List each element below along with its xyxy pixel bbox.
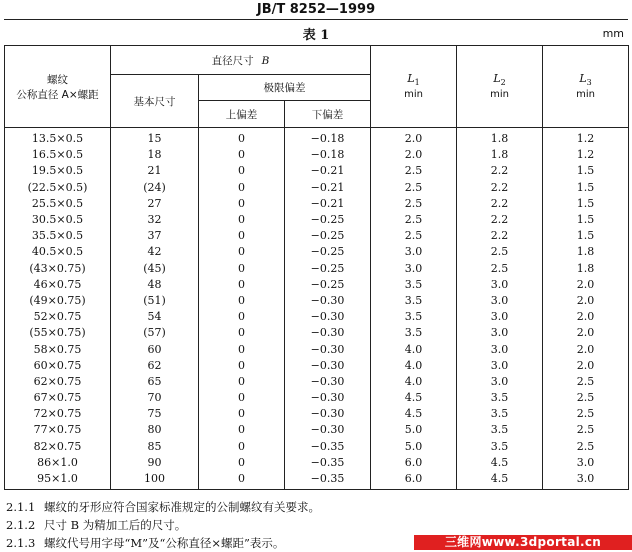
cell-l2: 2.2 (457, 196, 543, 212)
note-number: 2.1.3 (6, 536, 36, 550)
cell-l3: 2.0 (543, 325, 629, 341)
header-rule (4, 19, 628, 20)
cell-l2: 2.2 (457, 212, 543, 228)
cell-thread: 95×1.0 (5, 471, 111, 490)
cell-thread: (49×0.75) (5, 293, 111, 309)
cell-l1: 6.0 (371, 471, 457, 490)
cell-upper-deviation: 0 (199, 277, 285, 293)
cell-l3: 3.0 (543, 471, 629, 490)
cell-lower-deviation: −0.30 (285, 293, 371, 309)
cell-thread: 46×0.75 (5, 277, 111, 293)
cell-thread: 35.5×0.5 (5, 228, 111, 244)
table-row (5, 390, 629, 406)
cell-l3: 1.5 (543, 163, 629, 179)
header-l3-sub: 3 (586, 78, 592, 88)
cell-l2: 2.2 (457, 228, 543, 244)
cell-upper-deviation: 0 (199, 196, 285, 212)
table-row (5, 358, 629, 374)
cell-thread: 58×0.75 (5, 341, 111, 357)
cell-l1: 2.0 (371, 128, 457, 148)
cell-lower-deviation: −0.18 (285, 147, 371, 163)
table-row (5, 471, 629, 490)
table-row (5, 455, 629, 471)
cell-upper-deviation: 0 (199, 212, 285, 228)
cell-upper-deviation: 0 (199, 341, 285, 357)
cell-l3: 1.5 (543, 228, 629, 244)
cell-thread: 40.5×0.5 (5, 244, 111, 260)
cell-thread: 16.5×0.5 (5, 147, 111, 163)
cell-thread: 30.5×0.5 (5, 212, 111, 228)
cell-lower-deviation: −0.30 (285, 390, 371, 406)
header-l2-sub: 2 (500, 78, 506, 88)
cell-thread: (43×0.75) (5, 261, 111, 277)
header-thread (5, 46, 111, 128)
header-l2 (457, 46, 543, 128)
cell-l1: 5.0 (371, 422, 457, 438)
cell-l2: 3.5 (457, 390, 543, 406)
cell-l1: 2.5 (371, 212, 457, 228)
cell-basic-size: 42 (111, 244, 199, 260)
cell-lower-deviation: −0.35 (285, 471, 371, 490)
table-row (5, 341, 629, 357)
cell-lower-deviation: −0.21 (285, 196, 371, 212)
cell-lower-deviation: −0.18 (285, 128, 371, 148)
cell-thread: 82×0.75 (5, 439, 111, 455)
cell-thread: (22.5×0.5) (5, 180, 111, 196)
cell-basic-size: 21 (111, 163, 199, 179)
cell-thread: 72×0.75 (5, 406, 111, 422)
cell-lower-deviation: −0.35 (285, 455, 371, 471)
header-l2-letter: L (493, 71, 501, 85)
cell-upper-deviation: 0 (199, 147, 285, 163)
table-row (5, 147, 629, 163)
cell-upper-deviation: 0 (199, 422, 285, 438)
cell-upper-deviation: 0 (199, 455, 285, 471)
table-body (5, 128, 629, 490)
cell-l3: 1.8 (543, 244, 629, 260)
cell-l2: 3.0 (457, 293, 543, 309)
unit-label: mm (602, 27, 624, 40)
cell-l1: 4.5 (371, 390, 457, 406)
note-text: 螺纹的牙形应符合国家标准规定的公制螺纹有关要求。 (44, 500, 320, 514)
cell-l2: 3.0 (457, 341, 543, 357)
cell-lower-deviation: −0.25 (285, 277, 371, 293)
cell-basic-size: 27 (111, 196, 199, 212)
cell-l1: 4.5 (371, 406, 457, 422)
header-diameter-label: 直径尺寸 (211, 54, 254, 67)
cell-l1: 4.0 (371, 358, 457, 374)
cell-upper-deviation: 0 (199, 261, 285, 277)
header-l2-min: min (490, 89, 509, 101)
cell-l1: 3.5 (371, 309, 457, 325)
table-row (5, 196, 629, 212)
cell-l2: 3.0 (457, 325, 543, 341)
cell-upper-deviation: 0 (199, 228, 285, 244)
header-l1-letter: L (407, 71, 415, 85)
cell-l3: 2.0 (543, 358, 629, 374)
cell-upper-deviation: 0 (199, 374, 285, 390)
cell-l1: 3.5 (371, 293, 457, 309)
cell-basic-size: 48 (111, 277, 199, 293)
table-row (5, 228, 629, 244)
cell-l1: 4.0 (371, 374, 457, 390)
header-diameter-group (111, 46, 371, 75)
cell-l2: 1.8 (457, 128, 543, 148)
cell-l2: 3.0 (457, 277, 543, 293)
cell-l3: 1.8 (543, 261, 629, 277)
cell-thread: 67×0.75 (5, 390, 111, 406)
cell-upper-deviation: 0 (199, 439, 285, 455)
table-row (5, 422, 629, 438)
cell-basic-size: 32 (111, 212, 199, 228)
cell-basic-size: 90 (111, 455, 199, 471)
cell-l3: 1.2 (543, 128, 629, 148)
table-row (5, 439, 629, 455)
cell-lower-deviation: −0.30 (285, 341, 371, 357)
cell-basic-size: 18 (111, 147, 199, 163)
cell-basic-size: (45) (111, 261, 199, 277)
cell-l3: 2.0 (543, 341, 629, 357)
cell-thread: (55×0.75) (5, 325, 111, 341)
cell-lower-deviation: −0.30 (285, 309, 371, 325)
thread-spec-table (4, 45, 629, 490)
cell-l2: 3.0 (457, 309, 543, 325)
cell-l3: 2.5 (543, 390, 629, 406)
cell-l1: 5.0 (371, 439, 457, 455)
cell-basic-size: 80 (111, 422, 199, 438)
cell-l2: 2.2 (457, 180, 543, 196)
cell-lower-deviation: −0.30 (285, 358, 371, 374)
cell-l3: 2.5 (543, 374, 629, 390)
cell-l1: 2.0 (371, 147, 457, 163)
cell-l3: 2.0 (543, 309, 629, 325)
cell-upper-deviation: 0 (199, 325, 285, 341)
cell-l1: 4.0 (371, 341, 457, 357)
header-l3-min: min (576, 89, 595, 101)
cell-l2: 3.0 (457, 358, 543, 374)
watermark-logo: 三维网www.3dportal.cn (414, 535, 632, 550)
cell-l1: 2.5 (371, 196, 457, 212)
cell-lower-deviation: −0.25 (285, 228, 371, 244)
cell-upper-deviation: 0 (199, 358, 285, 374)
cell-basic-size: 100 (111, 471, 199, 490)
cell-upper-deviation: 0 (199, 180, 285, 196)
cell-basic-size: 65 (111, 374, 199, 390)
note-number: 2.1.2 (6, 518, 36, 532)
table-title: 表 1 (302, 28, 330, 43)
cell-lower-deviation: −0.30 (285, 374, 371, 390)
note-item (6, 516, 626, 534)
cell-lower-deviation: −0.30 (285, 406, 371, 422)
cell-l3: 2.5 (543, 422, 629, 438)
cell-thread: 60×0.75 (5, 358, 111, 374)
header-limit-deviation: 极限偏差 (199, 75, 371, 101)
cell-upper-deviation: 0 (199, 406, 285, 422)
table-row (5, 261, 629, 277)
cell-l3: 2.5 (543, 439, 629, 455)
cell-l1: 2.5 (371, 228, 457, 244)
table-row (5, 212, 629, 228)
cell-l3: 1.5 (543, 212, 629, 228)
cell-lower-deviation: −0.35 (285, 439, 371, 455)
cell-lower-deviation: −0.30 (285, 422, 371, 438)
cell-l2: 3.5 (457, 422, 543, 438)
cell-l1: 3.0 (371, 261, 457, 277)
cell-upper-deviation: 0 (199, 471, 285, 490)
header-l1-sub: 1 (414, 78, 420, 88)
cell-l1: 2.5 (371, 180, 457, 196)
cell-l1: 6.0 (371, 455, 457, 471)
cell-upper-deviation: 0 (199, 128, 285, 148)
cell-l2: 3.0 (457, 374, 543, 390)
cell-lower-deviation: −0.21 (285, 163, 371, 179)
table-row (5, 325, 629, 341)
cell-l3: 1.5 (543, 180, 629, 196)
cell-upper-deviation: 0 (199, 244, 285, 260)
cell-thread: 77×0.75 (5, 422, 111, 438)
cell-l3: 1.2 (543, 147, 629, 163)
table-row (5, 244, 629, 260)
table-row (5, 180, 629, 196)
cell-upper-deviation: 0 (199, 163, 285, 179)
cell-lower-deviation: −0.25 (285, 261, 371, 277)
cell-basic-size: 62 (111, 358, 199, 374)
cell-l1: 3.0 (371, 244, 457, 260)
cell-thread: 25.5×0.5 (5, 196, 111, 212)
cell-lower-deviation: −0.25 (285, 244, 371, 260)
header-thread-sub: 公称直径 A×螺距 (16, 88, 99, 101)
cell-l2: 4.5 (457, 455, 543, 471)
standard-code: JB/T 8252—1999 (256, 2, 376, 17)
cell-l3: 3.0 (543, 455, 629, 471)
header-diameter-symbol: B (261, 54, 270, 67)
note-text: 螺纹代号用字母“M”及“公称直径×螺距”表示。 (44, 536, 285, 550)
cell-l1: 3.5 (371, 277, 457, 293)
cell-basic-size: 70 (111, 390, 199, 406)
table-row (5, 406, 629, 422)
cell-basic-size: (24) (111, 180, 199, 196)
cell-l3: 2.5 (543, 406, 629, 422)
table-row (5, 128, 629, 148)
cell-basic-size: 15 (111, 128, 199, 148)
cell-lower-deviation: −0.30 (285, 325, 371, 341)
cell-basic-size: (57) (111, 325, 199, 341)
header-l3 (543, 46, 629, 128)
note-item (6, 498, 626, 516)
cell-l1: 3.5 (371, 325, 457, 341)
header-lower-deviation: 下偏差 (285, 101, 371, 128)
cell-upper-deviation: 0 (199, 309, 285, 325)
cell-thread: 62×0.75 (5, 374, 111, 390)
table-row (5, 163, 629, 179)
header-l1 (371, 46, 457, 128)
cell-basic-size: 85 (111, 439, 199, 455)
note-number: 2.1.1 (6, 500, 36, 514)
cell-thread: 13.5×0.5 (5, 128, 111, 148)
cell-thread: 19.5×0.5 (5, 163, 111, 179)
cell-l3: 2.0 (543, 277, 629, 293)
cell-thread: 52×0.75 (5, 309, 111, 325)
cell-l2: 2.2 (457, 163, 543, 179)
cell-l2: 4.5 (457, 471, 543, 490)
note-text: 尺寸 B 为精加工后的尺寸。 (44, 518, 187, 532)
cell-l3: 2.0 (543, 293, 629, 309)
cell-l2: 1.8 (457, 147, 543, 163)
table-row (5, 374, 629, 390)
cell-basic-size: 37 (111, 228, 199, 244)
cell-l2: 2.5 (457, 244, 543, 260)
table-row (5, 309, 629, 325)
cell-basic-size: 60 (111, 341, 199, 357)
cell-upper-deviation: 0 (199, 390, 285, 406)
table-row (5, 293, 629, 309)
table-row (5, 277, 629, 293)
cell-l3: 1.5 (543, 196, 629, 212)
cell-l2: 3.5 (457, 439, 543, 455)
cell-basic-size: 75 (111, 406, 199, 422)
cell-lower-deviation: −0.25 (285, 212, 371, 228)
header-thread-label: 螺纹 (47, 73, 68, 86)
cell-lower-deviation: −0.21 (285, 180, 371, 196)
header-l1-min: min (404, 89, 423, 101)
header-l3-letter: L (579, 71, 587, 85)
cell-l2: 2.5 (457, 261, 543, 277)
cell-l1: 2.5 (371, 163, 457, 179)
cell-upper-deviation: 0 (199, 293, 285, 309)
cell-basic-size: 54 (111, 309, 199, 325)
header-upper-deviation: 上偏差 (199, 101, 285, 128)
cell-l2: 3.5 (457, 406, 543, 422)
cell-basic-size: (51) (111, 293, 199, 309)
cell-thread: 86×1.0 (5, 455, 111, 471)
header-basic-size: 基本尺寸 (111, 75, 199, 128)
